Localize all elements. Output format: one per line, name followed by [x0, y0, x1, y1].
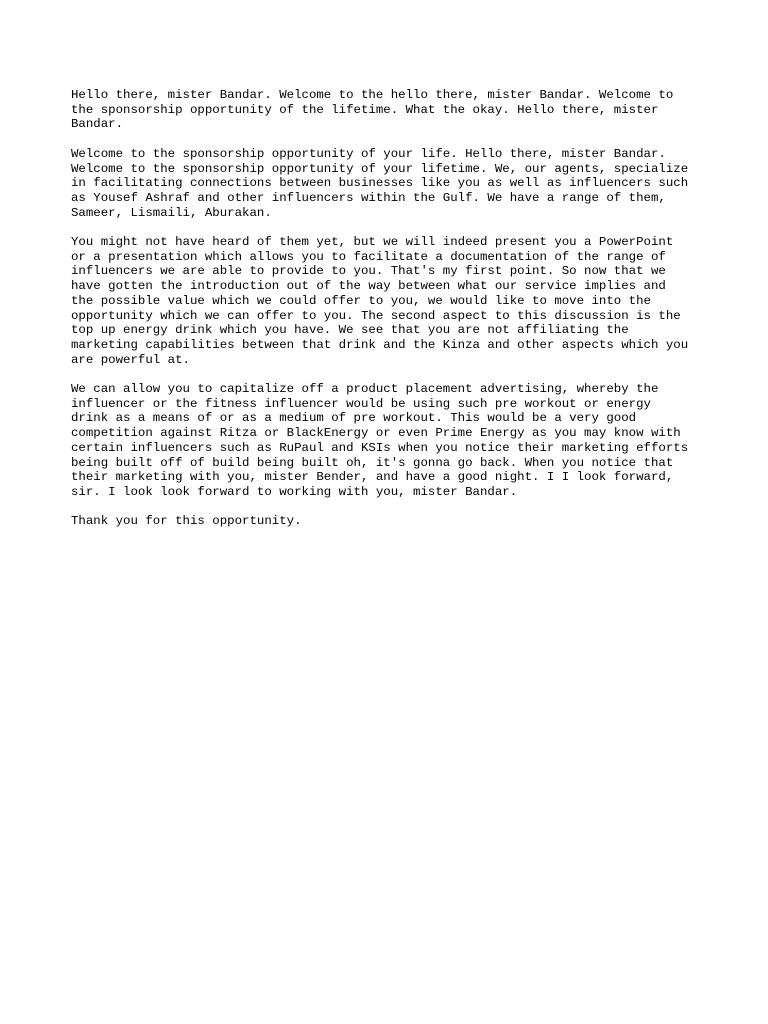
- paragraph-2: [71, 147, 711, 221]
- line: are powerful at.: [71, 352, 190, 367]
- paragraph-5: [71, 514, 711, 529]
- line: marketing capabilities between that drink and the Kinza and other aspects which you: [71, 337, 689, 352]
- document-page: [71, 88, 711, 544]
- line: competition against Ritza or BlackEnergy or even Prime Energy as you may know with: [71, 426, 681, 441]
- line: Bandar.: [71, 117, 124, 132]
- line: as Yousef Ashraf and other influencers within the Gulf. We have a range of them,: [71, 190, 666, 205]
- line: have gotten the introduction out of the way between what our service implies and: [71, 279, 666, 294]
- line: top up energy drink which you have. We see that you are not affiliating the: [71, 323, 629, 338]
- line: influencers we are able to provide to you. That's my first point. So now that we: [71, 264, 666, 279]
- line: certain influencers such as RuPaul and KSIs when you notice their marketing efforts: [71, 440, 689, 455]
- line: influencer or the fitness influencer would be using such pre workout or energy: [71, 396, 651, 411]
- line: sir. I look look forward to working with you, mister Bandar.: [71, 484, 518, 499]
- line: being built off of build being built oh, it's gonna go back. When you notice that: [71, 455, 674, 470]
- paragraph-4: [71, 382, 711, 500]
- paragraph-1: [71, 88, 711, 132]
- paragraph-3: [71, 235, 711, 367]
- line: drink as a means of or as a medium of pre workout. This would be a very good: [71, 411, 637, 426]
- line: the sponsorship opportunity of the lifetime. What the okay. Hello there, mister: [71, 102, 659, 117]
- line: their marketing with you, mister Bender, and have a good night. I I look forward,: [71, 470, 674, 485]
- line: Thank you for this opportunity.: [71, 514, 302, 529]
- line: in facilitating connections between businesses like you as well as influencers such: [71, 176, 689, 191]
- line: Hello there, mister Bandar. Welcome to the hello there, mister Bandar. Welcome to: [71, 88, 674, 102]
- line: We can allow you to capitalize off a product placement advertising, whereby the: [71, 382, 659, 397]
- line: Welcome to the sponsorship opportunity of your lifetime. We, our agents, specialize: [71, 161, 689, 176]
- line: the possible value which we could offer to you, we would like to move into the: [71, 293, 651, 308]
- line: Welcome to the sponsorship opportunity of your life. Hello there, mister Bandar.: [71, 146, 666, 161]
- line: Sameer, Lismaili, Aburakan.: [71, 205, 272, 220]
- line: opportunity which we can offer to you. The second aspect to this discussion is the: [71, 308, 681, 323]
- line: or a presentation which allows you to facilitate a documentation of the range of: [71, 249, 666, 264]
- line: You might not have heard of them yet, but we will indeed present you a PowerPoint: [71, 235, 674, 249]
